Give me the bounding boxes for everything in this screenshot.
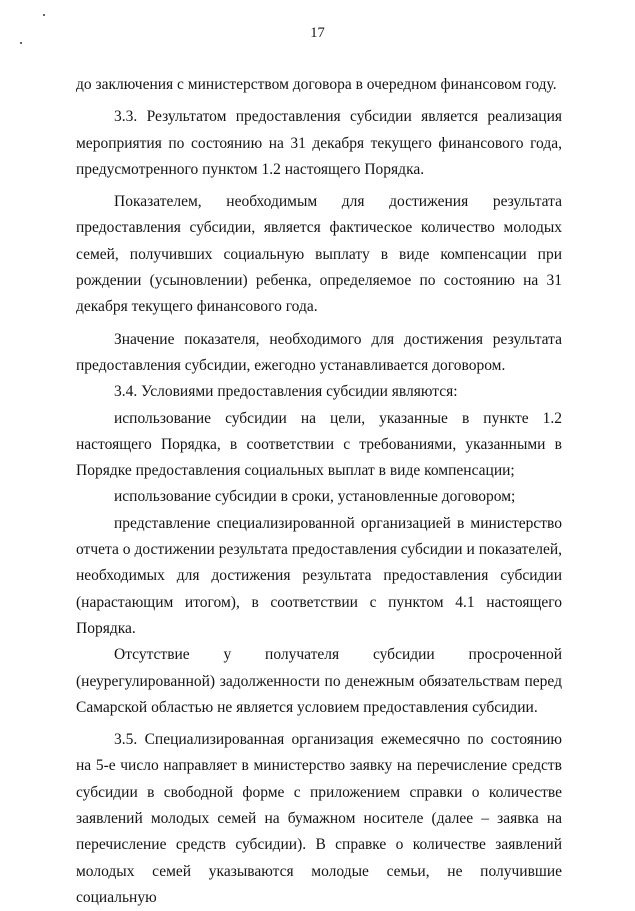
paragraph-debt: Отсутствие у получателя субсидии просроченной (неурегулированной) задолженности по денежным обязательствам перед Самарской областью не является условием предоставления субсидии.	[76, 646, 562, 716]
scan-speck	[20, 42, 22, 44]
document-body	[76, 72, 562, 911]
condition-report: представление специализированной организацией в министерство отчета о достижении результата предоставления субсидии и показателей, необходимых для достижения результата предоставления субсидии (нарастающим итогом), в соответствии с пунктом 4.1 настоящего Порядка.	[76, 514, 562, 637]
page-number: 17	[310, 25, 325, 41]
scan-speck	[43, 14, 45, 16]
paragraph-continuation: до заключения с министерством договора в очередном финансовом году.	[76, 76, 557, 93]
paragraph-indicator: Показателем, необходимым для достижения результата предоставления субсидии, является фактическое количество молодых семей, получивших социальную выплату в виде компенсации при рождении (усыновлении) ребенка, определяемое по состоянию на 31 декабря текущего финансового года.	[76, 193, 562, 316]
paragraph-3-5: 3.5. Специализированная организация ежемесячно по состоянию на 5-е число направляет в министерство заявку на перечисление средств субсидии в свободной форме с приложением справки о количестве заявлений молодых семей на бумажном носителе (далее – заявка на перечисление средств субсидии). В справке о количестве заявлений молодых семей указываются молодые семьи, не получившие социальную	[76, 731, 562, 906]
paragraph-indicator-value: Значение показателя, необходимого для достижения результата предоставления субсидии, ежегодно устанавливается договором.	[76, 330, 562, 374]
paragraph-3-4: 3.4. Условиями предоставления субсидии являются:	[114, 383, 458, 401]
condition-purpose: использование субсидии на цели, указанные в пункте 1.2 настоящего Порядка, в соответствии с требованиями, указанными в Порядке предоставления социальных выплат в виде компенсации;	[76, 409, 562, 480]
condition-deadline: использование субсидии в сроки, установленные договором;	[114, 488, 516, 506]
paragraph-3-3: 3.3. Результатом предоставления субсидии является реализация мероприятия по состоянию на 31 декабря текущего финансового года, предусмотренного пунктом 1.2 настоящего Порядка.	[76, 108, 562, 178]
